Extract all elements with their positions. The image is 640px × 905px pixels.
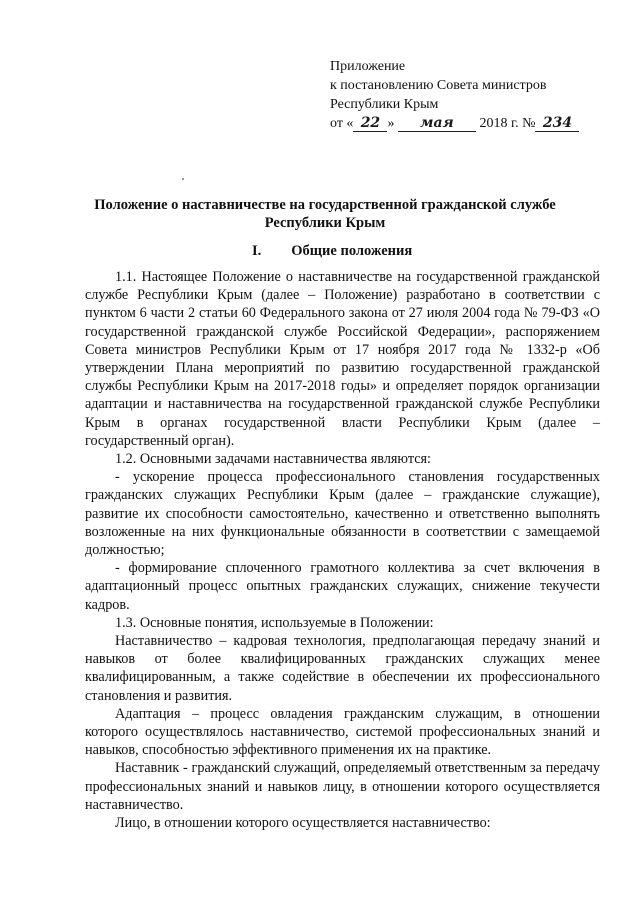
handwritten-doc-number: 234 [535,115,579,132]
annex-decree-reference: к постановлению Совета министров [330,78,547,93]
date-quote-close: » [387,116,395,131]
definition-mentoring: Наставничество – кадровая технология, предполагающая передачу знаний и навыков от более квалифицированных гражданских служащих менее квалифицированным, а также содействие в обеспечении их профессионального становления и развития. [85,633,600,704]
definition-mentor: Наставник - гражданский служащий, определяемый ответственным за передачу профессиональных знаний и навыков лицу, в отношении которого осуществляется наставничество. [85,760,600,813]
date-year: 2018 г. № [479,116,536,131]
handwritten-day: 22 [353,115,387,132]
definition-mentee: Лицо, в отношении которого осуществляется наставничество: [115,815,491,832]
definition-adaptation: Адаптация – процесс овладения гражданским служащим, в отношении которого осуществлялось наставничество, системой профессиональных знаний и навыков, способностью эффективного применения их на практике. [85,705,600,759]
annex-label: Приложение [330,59,406,74]
task-item-1: - ускорение процесса профессионального становления государственных гражданских служащих Республики Крым (далее – гражданские служащие), развитие их способности самостоятельно, качественно и ответственно выполнять возложенные на них функциональные обязанности в соответствии с замещаемой должностью; [85,469,600,559]
task-item-2: - формирование сплоченного грамотного коллектива за счет включения в адаптационный процесс опытных гражданских служащих, снижение текучести кадров. [85,560,600,613]
document-title-line-2: Республики Крым [264,215,386,231]
scan-speck [182,178,184,180]
date-prefix: от « [330,116,354,131]
handwritten-month: мая [398,115,476,132]
section-heading [252,243,412,260]
document-title-line-1: Положение о наставничестве на государственной гражданской службе [94,197,556,213]
paragraph-1-1: 1.1. Настоящее Положение о наставничестве на государственной гражданской службе Республики Крым (далее – Положение) разработано в соответствии с пунктом 6 части 2 статьи 60 Федерального закона от 27 июля 2004 года № 79-ФЗ «О государственной гражданской службе Российской Федерации», распоряжением Совета министров Республики Крым от 17 ноября 2017 года № 1332-р «Об утверждении Плана мероприятий по развитию государственной гражданской службы Республики Крым на 2017-2018 годы» и определяет порядок организации адаптации и наставничества на государственной гражданской службе Республики Крым в органах государственной власти Республики Крым (далее – государственный орган). [85,269,600,449]
paragraph-1-2: 1.2. Основными задачами наставничества являются: [115,451,431,468]
annex-block [330,57,610,133]
section-title: Общие положения [291,243,413,259]
document-body [85,268,600,832]
section-number: I. [252,243,262,259]
paragraph-1-3: 1.3. Основные понятия, используемые в Положении: [115,614,434,631]
document-title [60,196,590,232]
annex-issuer: Республики Крым [330,97,439,112]
annex-date-line [330,114,610,133]
